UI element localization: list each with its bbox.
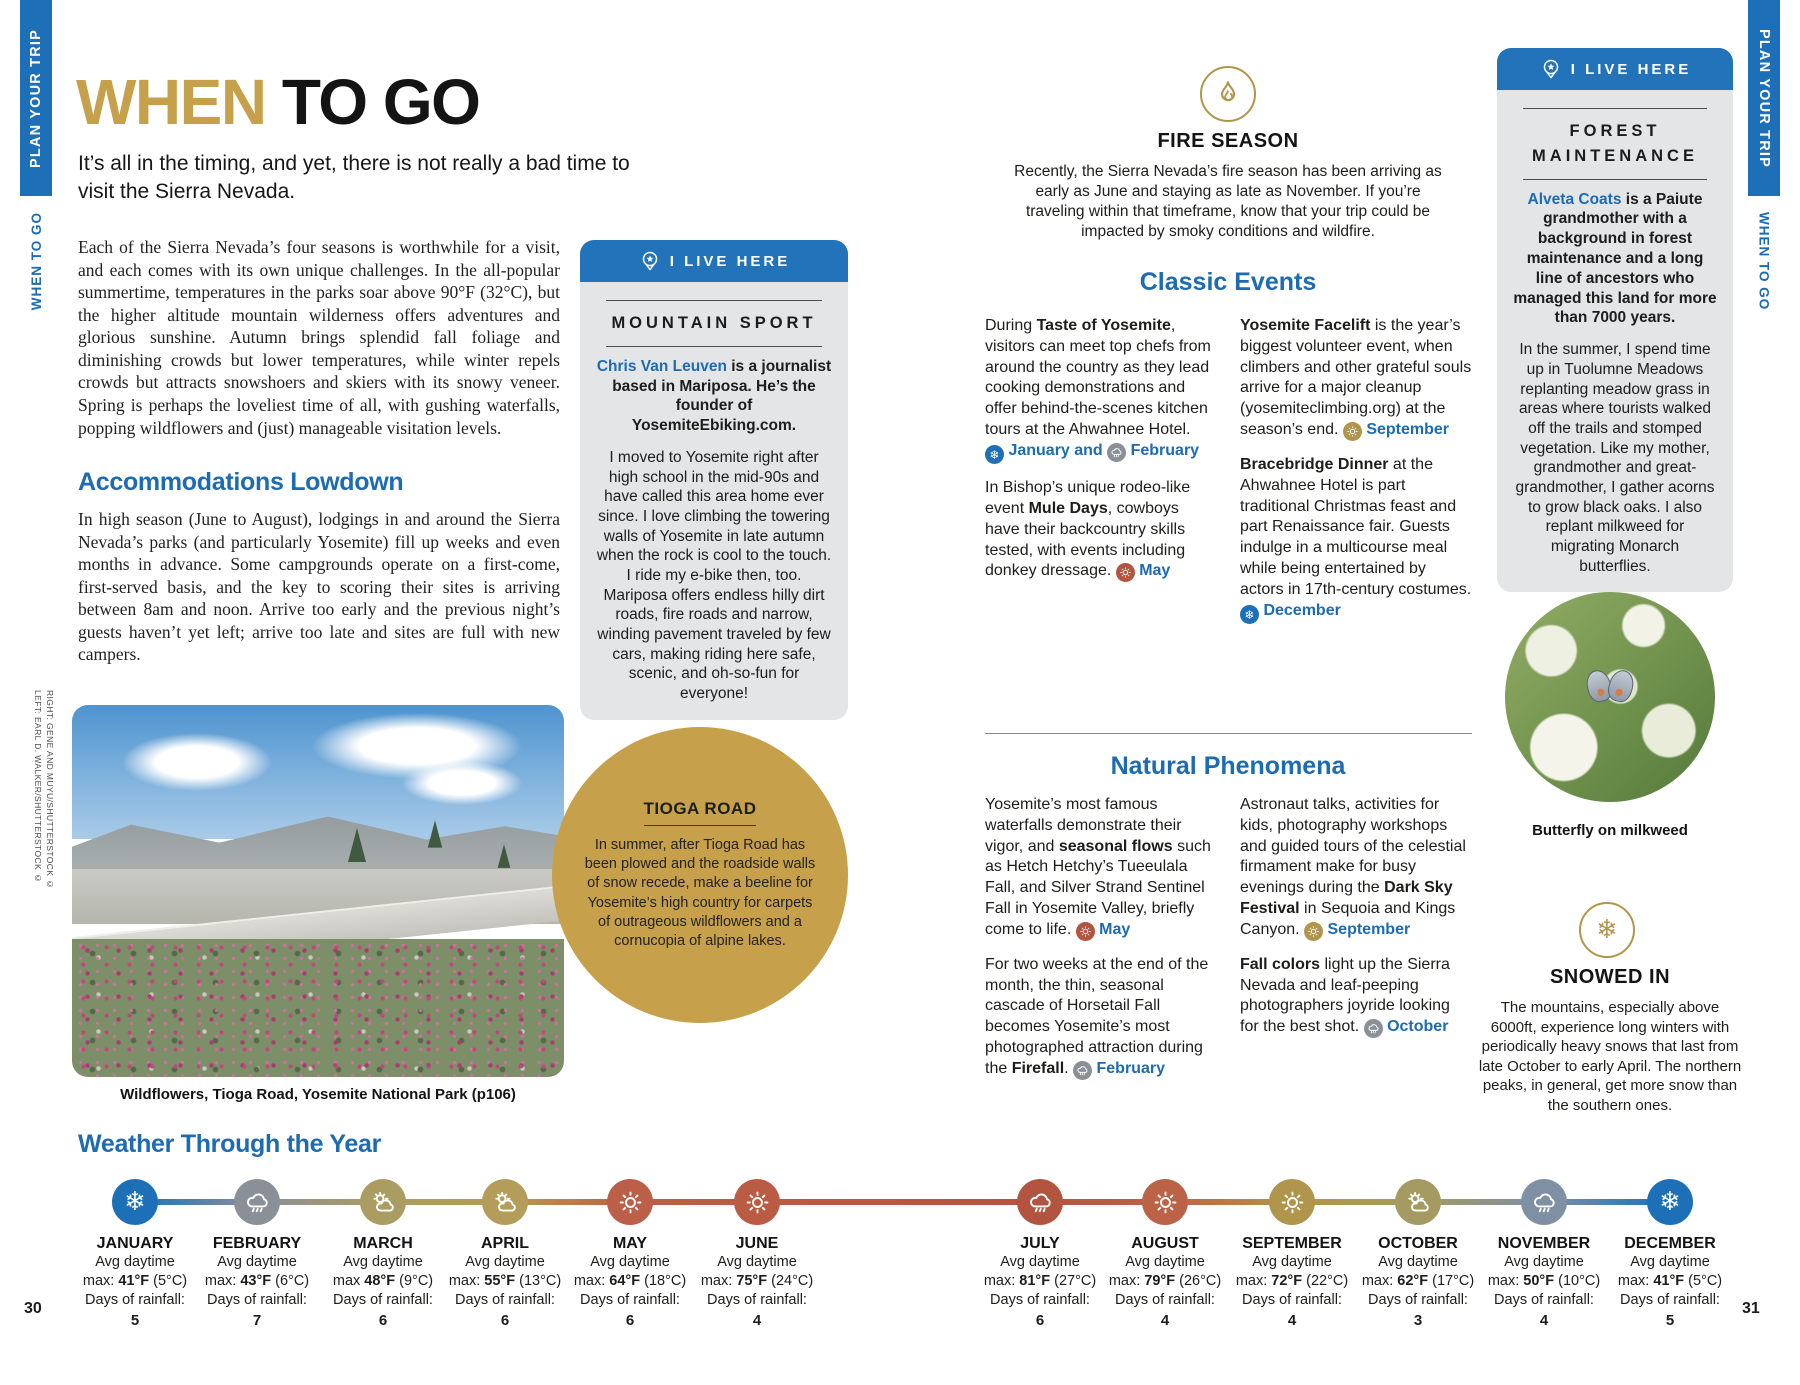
fire-season-badge: [1200, 66, 1256, 122]
month-rain-days: 3: [1413, 1312, 1423, 1330]
snowed-in-title: SNOWED IN: [1549, 966, 1671, 988]
photo-tree: [428, 820, 442, 847]
event-paragraph: During Taste of Yosemite, visitors can meet top chefs from around the country as they lead cooking demonstrations and offer behind-the-scenes kitchen tours at the Ahwahnee Hotel. ❄ January and February: [985, 316, 1213, 464]
rain-icon: [1364, 1019, 1383, 1038]
left-edge-section: [20, 212, 52, 352]
event-paragraph: Yosemite’s most famous waterfalls demonstrate their vigor, and seasonal flows such as Hetch Hetchy’s Tueeulala Fall, and Silver Strand Sentinel Fall in Yosemite Valley, briefly come to life. May: [985, 795, 1217, 941]
month-name: AUGUST: [1131, 1235, 1199, 1252]
divider: [606, 300, 822, 301]
right-tab-label: PLAN YOUR TRIP: [1756, 28, 1772, 168]
month-rainfall-label: Days of rainfall:: [707, 1292, 807, 1309]
snowflake-icon: ❄: [112, 1179, 158, 1225]
divider: [1523, 179, 1707, 180]
month-avg-label: Avg daytime: [1000, 1254, 1080, 1270]
section-divider: [985, 733, 1472, 734]
tioga-road-callout: [552, 727, 848, 1023]
month-rainfall-label: Days of rainfall:: [333, 1292, 433, 1309]
sun-icon: [1269, 1179, 1315, 1225]
month-rain-days: 4: [1539, 1312, 1549, 1330]
photo-cloud: [122, 733, 272, 791]
month-avg-label: Avg daytime: [343, 1254, 423, 1270]
rain-icon: [1073, 1061, 1092, 1080]
month-max-temp: max: 81°F (27°C): [983, 1273, 1097, 1290]
card-text: I moved to Yosemite right after high school in the mid-90s and have called this area home ever since. I love climbing the towering walls of Yosemite in late autumn when the rock is cool to the touch. I ride my e-bike then, too. Mariposa offers endless hilly dirt roads, fire roads and narrow, winding pavement traveled by few cars, making riding here safe, scenic, and oh-so-fun for everyone!: [596, 449, 832, 703]
page-title: [76, 66, 480, 138]
month-rainfall-label: Days of rainfall:: [207, 1292, 307, 1309]
wildflowers-photo: [72, 705, 564, 1077]
snowflake-icon: ❄: [1596, 915, 1618, 945]
i-live-here-card-forest-maintenance: [1497, 48, 1733, 592]
page-title-togo: TO GO: [265, 66, 480, 138]
month-name: MAY: [612, 1235, 648, 1252]
month-max-temp: max: 41°F (5°C): [82, 1273, 188, 1290]
i-live-here-body: [1497, 90, 1733, 592]
month-avg-label: Avg daytime: [1252, 1254, 1332, 1270]
month-avg-label: Avg daytime: [1630, 1254, 1710, 1270]
photo-tree: [348, 828, 366, 862]
month-avg-label: Avg daytime: [590, 1254, 670, 1270]
fire-season-text: Recently, the Sierra Nevada’s fire season has been arriving as early as June and staying as late as November. If you’re traveling within that timeframe, know that your trip could be impacted by smoky conditions and wildfire.: [1014, 163, 1442, 241]
event-paragraph: Bracebridge Dinner at the Ahwahnee Hotel is part traditional Christmas feast and part Renaissance fair. Guests indulge in a multicourse meal while being entertained by actors in 17th-century costumes. ❄ December: [1240, 455, 1472, 624]
month-name: FEBRUARY: [212, 1235, 302, 1252]
month-avg-label: Avg daytime: [717, 1254, 797, 1270]
butterfly-photo: [1505, 592, 1715, 802]
month-rain-days: 5: [1665, 1312, 1675, 1330]
suncloud-icon: [482, 1179, 528, 1225]
month-rainfall-label: Days of rainfall:: [580, 1292, 680, 1309]
month-rain-days: 6: [625, 1312, 635, 1330]
flame-icon: [1212, 78, 1244, 110]
month-max-temp: max: 72°F (22°C): [1235, 1273, 1349, 1290]
left-edge-tab: [20, 0, 52, 196]
page-number-right: 31: [1742, 1300, 1760, 1317]
suncloud-icon: [360, 1179, 406, 1225]
month-max-temp: max: 64°F (18°C): [573, 1273, 687, 1290]
i-live-here-body: [580, 282, 848, 720]
photo-cloud: [402, 761, 522, 805]
event-paragraph: Yosemite Facelift is the year’s biggest volunteer event, when climbers and other grateful souls arrive for a major cleanup (yosemiteclimbing.org) at the season’s end. September: [1240, 316, 1472, 441]
i-live-here-header: [1497, 48, 1733, 90]
month-name: NOVEMBER: [1497, 1235, 1591, 1252]
month-name: MARCH: [353, 1235, 413, 1252]
left-tab-label: PLAN YOUR TRIP: [28, 28, 44, 168]
fire-season-title: FIRE SEASON: [1157, 130, 1299, 152]
photo-credit-right: RIGHT: GENE AND MUYU/SHUTTERSTOCK ©: [45, 690, 55, 890]
sun-icon: [607, 1179, 653, 1225]
month-name: OCTOBER: [1378, 1235, 1458, 1252]
month-rain-days: 4: [752, 1312, 762, 1330]
month-max-temp: max: 79°F (26°C): [1108, 1273, 1222, 1290]
page-number-left: 30: [24, 1300, 42, 1317]
month-name: JUNE: [735, 1235, 779, 1252]
month-name: SEPTEMBER: [1242, 1235, 1342, 1252]
month-name: JULY: [1020, 1235, 1060, 1252]
month-rainfall-label: Days of rainfall:: [990, 1292, 1090, 1309]
month-rain-days: 6: [378, 1312, 388, 1330]
natural-phenomena-col1: [985, 795, 1217, 1094]
classic-events-col2: [1240, 316, 1472, 638]
month-avg-label: Avg daytime: [465, 1254, 545, 1270]
i-live-here-label: I LIVE HERE: [1570, 60, 1692, 78]
month-rain-days: 4: [1160, 1312, 1170, 1330]
month-name: DECEMBER: [1624, 1235, 1716, 1252]
month-rain-days: 6: [500, 1312, 510, 1330]
left-section-label: WHEN TO GO: [28, 212, 44, 311]
month-max-temp: max: 55°F (13°C): [448, 1273, 562, 1290]
weather-heading: Weather Through the Year: [78, 1130, 382, 1158]
sun-icon: [1304, 922, 1323, 941]
month-name: JANUARY: [96, 1235, 174, 1252]
accommodations-heading: Accommodations Lowdown: [78, 468, 404, 496]
month-max-temp: max: 75°F (24°C): [700, 1273, 814, 1290]
month-rainfall-label: Days of rainfall:: [1494, 1292, 1594, 1309]
timeline-month: [677, 1179, 837, 1331]
month-max-temp: max: 50°F (10°C): [1487, 1273, 1601, 1290]
photo-caption: Wildflowers, Tioga Road, Yosemite National Park (p106): [120, 1086, 516, 1103]
month-rainfall-label: Days of rainfall:: [1368, 1292, 1468, 1309]
pin-star-icon: [638, 249, 662, 273]
divider: [1523, 108, 1707, 109]
butterfly-illustration: [1587, 670, 1633, 710]
card-text: In the summer, I spend time up in Tuolumne Meadows replanting meadow grass in areas where tourists walked off the trails and stomped vegetation. Like my mother, grandmother and great-grandmother, I gather acorns to grow black oaks. I also replant milkweed for migrating Monarch butterflies.: [1515, 341, 1715, 575]
classic-events-col1: [985, 316, 1213, 596]
card-intro: Alveta Coats is a Paiute grandmother with a background in forest maintenance and a long line of ancestors who managed this land for more than 7000 years.: [1513, 190, 1717, 327]
timeline-month: [1590, 1179, 1750, 1331]
sun-icon: [1343, 422, 1362, 441]
snowflake-icon: ❄: [1240, 605, 1259, 624]
event-paragraph: Astronaut talks, activities for kids, photography workshops and guided tours of the celestial firmament make for busy evenings during the Dark Sky Festival in Sequoia and Kings Canyon. September: [1240, 795, 1472, 941]
right-section-label: WHEN TO GO: [1756, 212, 1772, 311]
butterfly-caption: Butterfly on milkweed: [1532, 822, 1688, 839]
month-rainfall-label: Days of rainfall:: [1242, 1292, 1342, 1309]
sun-icon: [1076, 922, 1095, 941]
sun-icon: [734, 1179, 780, 1225]
event-paragraph: In Bishop’s unique rodeo-like event Mule Days, cowboys have their backcountry skills tested, with events including donkey dressage. May: [985, 478, 1213, 582]
right-edge-tab: [1748, 0, 1780, 196]
divider: [606, 346, 822, 347]
rain-icon: [1017, 1179, 1063, 1225]
month-rainfall-label: Days of rainfall:: [85, 1292, 185, 1309]
suncloud-icon: [1395, 1179, 1441, 1225]
i-live-here-header: [580, 240, 848, 282]
month-name: APRIL: [481, 1235, 529, 1252]
intro-paragraph: Each of the Sierra Nevada’s four seasons is worthwhile for a visit, and each comes with its own unique challenges. In the all-popular summertime, temperatures in the parks soar above 90°F (32°C), but the higher altitude mountain wilderness offers adventures and glorious sunshine. Autumn brings splendid fall foliage and diminishing crowds but lower temperatures, while winter repels crowds but attracts snowshoers and skiers with its snowy veneer. Spring is perhaps the loveliest time of all, with gushing waterfalls, popping wildflowers and (just) manageable visitation levels.: [78, 237, 560, 438]
right-edge-section: [1748, 212, 1780, 352]
month-avg-label: Avg daytime: [95, 1254, 175, 1270]
card-title: FOREST MAINTENANCE: [1532, 122, 1698, 165]
month-avg-label: Avg daytime: [1378, 1254, 1458, 1270]
tioga-text: In summer, after Tioga Road has been plowed and the roadside walls of snow recede, make a beeline for Yosemite’s high country for carpets of outrageous wildflowers and a cornucopia of alpine lakes.: [584, 836, 816, 950]
snowflake-icon: ❄: [985, 445, 1004, 464]
rain-icon: [1521, 1179, 1567, 1225]
tioga-title: TIOGA ROAD: [644, 799, 757, 826]
month-max-temp: max: 62°F (17°C): [1361, 1273, 1475, 1290]
month-rainfall-label: Days of rainfall:: [1115, 1292, 1215, 1309]
snowed-in-text: The mountains, especially above 6000ft, experience long winters with periodically heavy snows that last from late October to early April. The northern peaks, in general, get more snow than the southern ones.: [1478, 999, 1742, 1114]
month-max-temp: max: 43°F (6°C): [204, 1273, 310, 1290]
month-max-temp: max: 41°F (5°C): [1617, 1273, 1723, 1290]
page-title-when: WHEN: [76, 66, 266, 138]
photo-credit-left: LEFT: EARL D. WALKER/SHUTTERSTOCK ©: [33, 690, 43, 884]
classic-events-heading: Classic Events: [1139, 268, 1317, 296]
month-max-temp: max 48°F (9°C): [332, 1273, 434, 1290]
event-paragraph: Fall colors light up the Sierra Nevada and leaf-peeping photographers joyride looking for the best shot. October: [1240, 955, 1472, 1038]
photo-tree: [498, 844, 511, 868]
month-rainfall-label: Days of rainfall:: [455, 1292, 555, 1309]
rain-icon: [234, 1179, 280, 1225]
sun-icon: [1116, 563, 1135, 582]
month-avg-label: Avg daytime: [217, 1254, 297, 1270]
event-paragraph: For two weeks at the end of the month, the thin, seasonal cascade of Horsetail Fall becomes Yosemite’s most photographed attraction during the Firefall. February: [985, 955, 1217, 1080]
standfirst: It’s all in the timing, and yet, there is not really a bad time to visit the Sierra Nevada.: [78, 152, 630, 203]
card-title: MOUNTAIN SPORT: [611, 314, 817, 332]
snowflake-icon: ❄: [1647, 1179, 1693, 1225]
card-intro: Chris Van Leuven is a journalist based in Mariposa. He’s the founder of YosemiteEbiking.com.: [596, 357, 832, 435]
natural-phenomena-col2: [1240, 795, 1472, 1052]
month-rainfall-label: Days of rainfall:: [1620, 1292, 1720, 1309]
rain-icon: [1107, 443, 1126, 462]
snowed-in-badge: [1579, 902, 1635, 958]
i-live-here-label: I LIVE HERE: [669, 252, 791, 270]
sun-icon: [1142, 1179, 1188, 1225]
month-avg-label: Avg daytime: [1504, 1254, 1584, 1270]
pin-star-icon: [1539, 57, 1563, 81]
month-rain-days: 4: [1287, 1312, 1297, 1330]
photo-wildflower-field: [72, 939, 564, 1077]
month-rain-days: 5: [130, 1312, 140, 1330]
month-rain-days: 7: [252, 1312, 262, 1330]
timeline-months: [0, 1179, 1800, 1379]
month-rain-days: 6: [1035, 1312, 1045, 1330]
accommodations-paragraph: In high season (June to August), lodgings in and around the Sierra Nevada’s parks (and particularly Yosemite) fill up weeks and even months in advance. Some campgrounds operate on a first-come, first-served basis, and the key to scoring their sites is arriving between 8am and noon. Arrive too early and the previous night’s guests haven’t yet left; arrive too late and sites are full with new campers.: [78, 509, 560, 665]
natural-phenomena-heading: Natural Phenomena: [1110, 752, 1346, 780]
i-live-here-card-mountain-sport: [580, 240, 848, 720]
month-avg-label: Avg daytime: [1125, 1254, 1205, 1270]
